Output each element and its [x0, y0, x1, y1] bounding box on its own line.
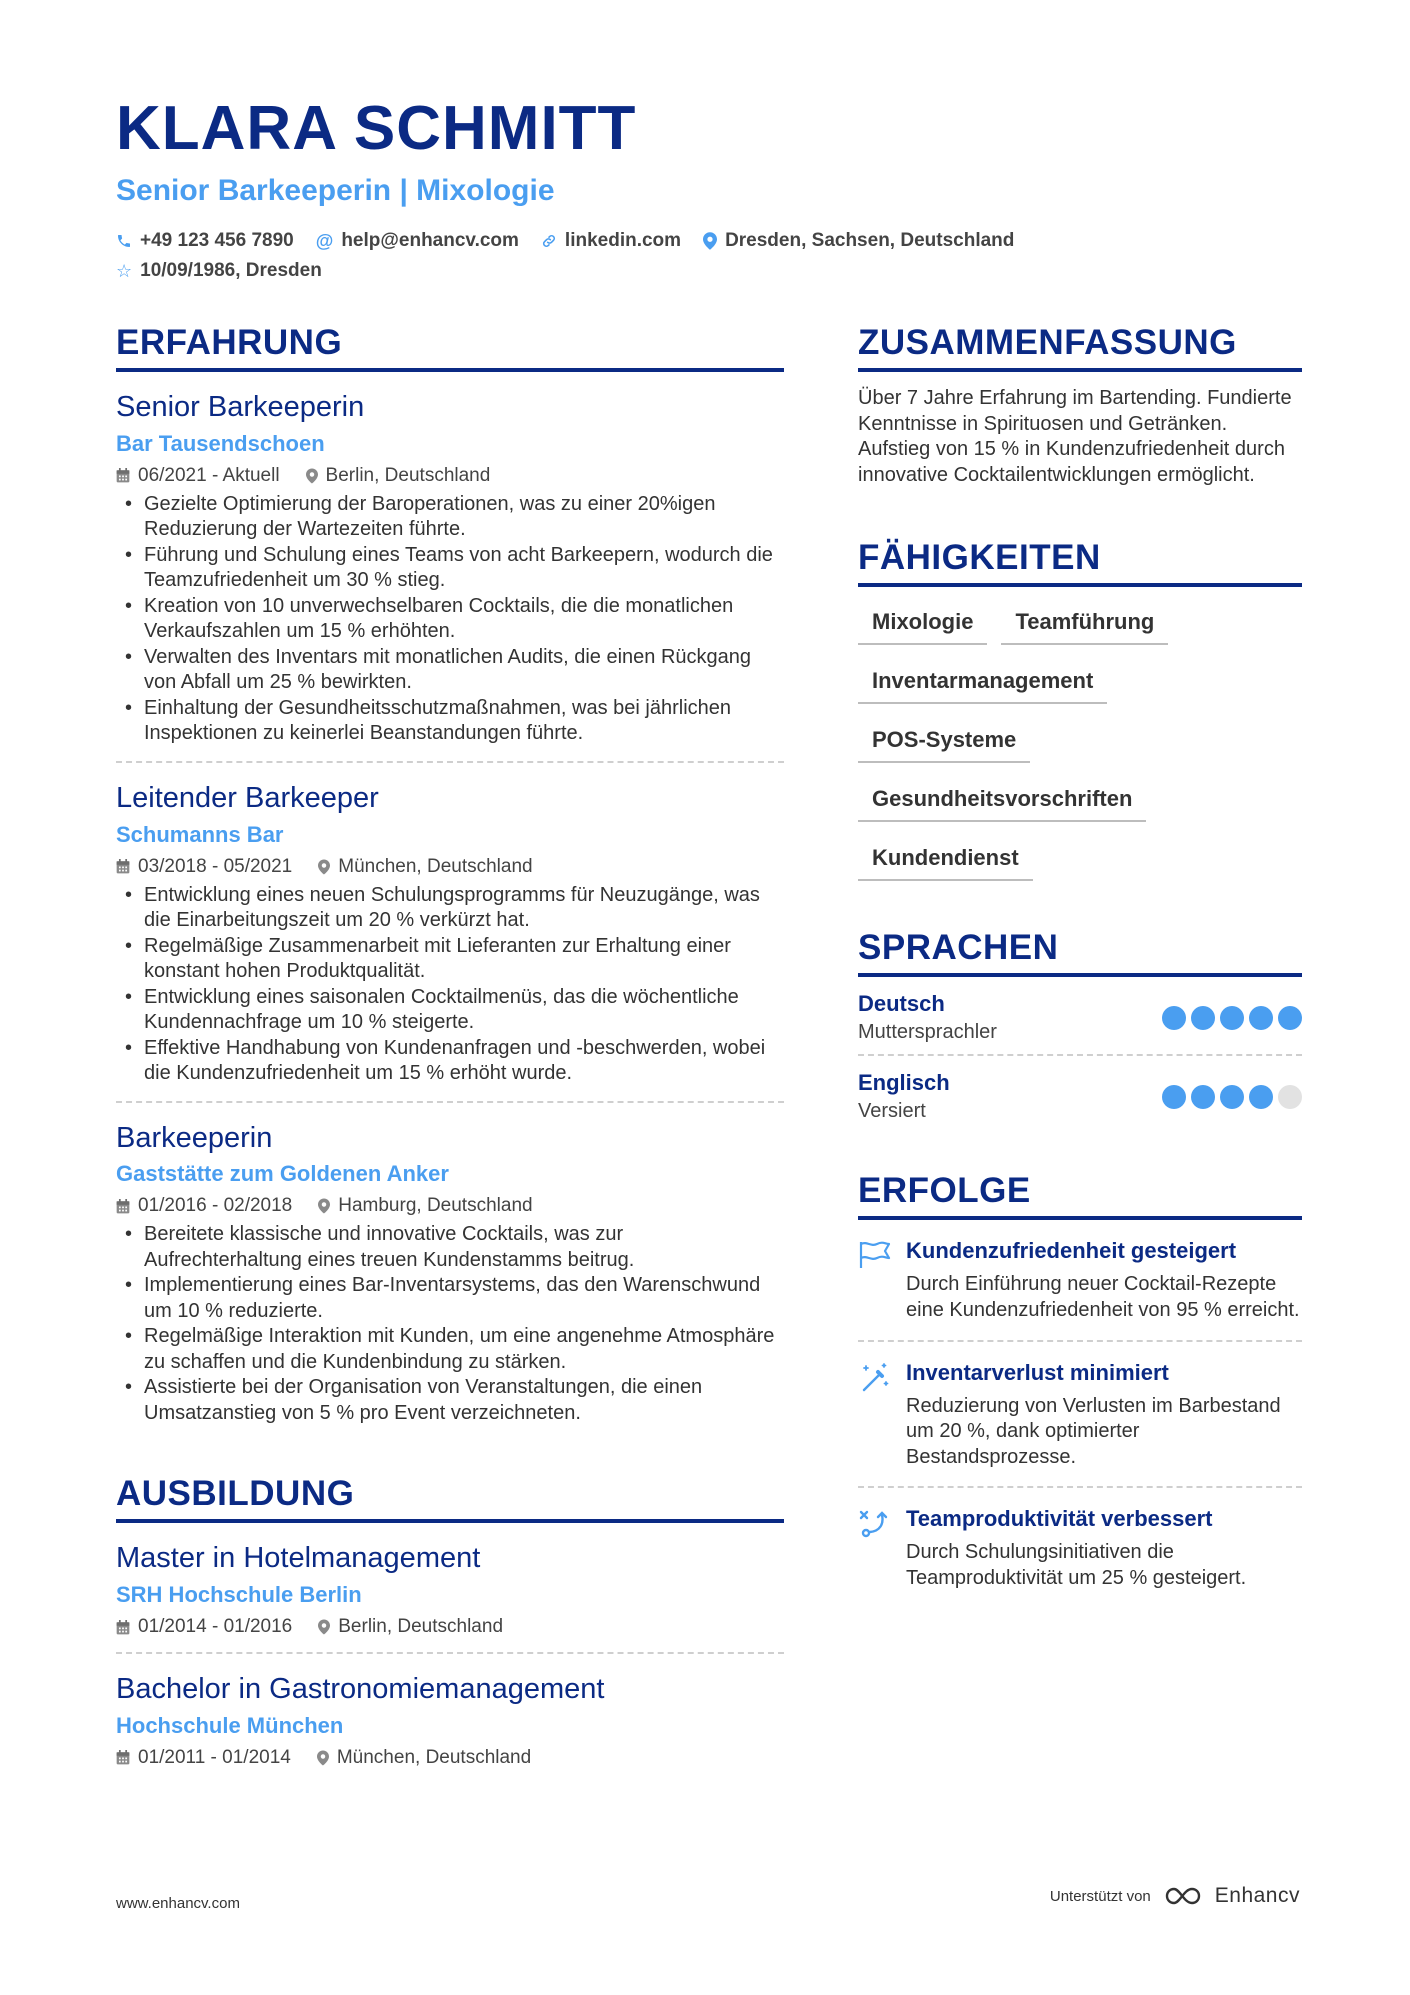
calendar-icon: [116, 859, 130, 874]
location-text: München, Deutschland: [338, 855, 533, 877]
bullet-item: • Kreation von 10 unverwechselbaren Cocktails, die die monatlichen Verkaufszahlen um 15 % erhöhten.: [116, 594, 784, 645]
contact-row-2: [116, 260, 344, 282]
rating-dot: [1278, 1006, 1302, 1030]
rating-dot: [1220, 1006, 1244, 1030]
job-title: Leitender Barkeeper: [116, 781, 379, 814]
job-company: Schumanns Bar: [116, 821, 284, 847]
phone-icon: [116, 233, 132, 249]
language-rating: [1157, 1006, 1302, 1030]
rating-dot: [1162, 1085, 1186, 1109]
entry-meta: [116, 1616, 784, 1638]
rating-dot: [1249, 1006, 1273, 1030]
contact-location: [703, 230, 1014, 252]
rating-dot: [1162, 1006, 1186, 1030]
bullet-item: • Implementierung eines Bar-Inventarsystems, das den Warenschwund um 10 % reduzierte.: [116, 1273, 784, 1324]
bullet-item: • Effektive Handhabung von Kundenanfragen und -beschwerden, wobei die Kundenzufriedenheit um 15 % erhöht wurde.: [116, 1036, 784, 1087]
flag-icon: [858, 1238, 906, 1323]
achievement-title: Inventarverlust minimiert: [906, 1359, 1169, 1385]
experience-title: ERFAHRUNG: [116, 325, 784, 372]
entry-dates: [116, 1616, 292, 1638]
language-info: [858, 1070, 950, 1123]
skill-tag: Gesundheitsvorschriften: [858, 774, 1146, 822]
dates-text: 01/2014 - 01/2016: [138, 1616, 293, 1638]
location-text: Hamburg, Deutschland: [338, 1195, 533, 1217]
language-level: Muttersprachler: [858, 1021, 997, 1044]
language-level: Versiert: [858, 1100, 926, 1123]
location-text: München, Deutschland: [336, 1746, 532, 1768]
language-row: [858, 977, 1302, 1056]
bullet-item: • Regelmäßige Zusammenarbeit mit Lieferanten zur Erhaltung einer konstant hohen Produktqualität.: [116, 934, 784, 985]
entry-dates: [116, 465, 280, 487]
link-icon: [541, 233, 557, 249]
bullet-item: • Entwicklung eines neuen Schulungsprogramms für Neuzugänge, was die Einarbeitungszeit um 20 % verkürzt hat.: [116, 883, 784, 934]
footer-powered: [1050, 1884, 1300, 1908]
enhancv-logo-icon: [1163, 1885, 1207, 1907]
bullet-item: • Gezielte Optimierung der Baroperationen, was zu einer 20%igen Reduzierung der Wartezeiten führte.: [116, 492, 784, 543]
dates-text: 06/2021 - Aktuell: [138, 464, 280, 486]
contact-linkedin[interactable]: [541, 230, 681, 252]
achievement-body: [906, 1360, 1302, 1471]
contact-email[interactable]: [316, 230, 519, 252]
bullet-item: • Einhaltung der Gesundheitsschutzmaßnahmen, was bei jährlichen Inspektionen zu keinerlei Beanstandungen führte.: [116, 696, 784, 747]
entry-dates: [116, 1747, 291, 1769]
skill-tag: Teamführung: [1001, 597, 1168, 645]
entry-meta: [116, 1747, 784, 1769]
map-pin-icon: [317, 1750, 329, 1766]
job-bullets: [116, 883, 784, 1087]
summary-title: ZUSAMMENFASSUNG: [858, 325, 1302, 372]
achievement-desc: Reduzierung von Verlusten im Barbestand um 20 %, dank optimierter Bestandsprozesse.: [906, 1394, 1281, 1468]
summary-text: Über 7 Jahre Erfahrung im Bartending. Fundierte Kenntnisse in Spirituosen und Getränken. Aufstieg von 15 % in Kundenzufriedenheit durch innovative Cocktailentwicklungen ermöglicht.: [858, 387, 1292, 486]
entry-location: [317, 1747, 531, 1769]
achievement-title: Kundenzufriedenheit gesteigert: [906, 1238, 1237, 1264]
dates-text: 03/2018 - 05/2021: [138, 855, 293, 877]
languages-list: [858, 977, 1302, 1133]
language-name: Englisch: [858, 1070, 950, 1096]
achievement-title: Teamproduktivität verbessert: [906, 1506, 1213, 1532]
map-pin-icon: [318, 1198, 330, 1214]
bullet-item: • Führung und Schulung eines Teams von acht Barkeepern, wodurch die Teamzufriedenheit um 30 % stieg.: [116, 543, 784, 594]
job-title: Senior Barkeeperin: [116, 391, 365, 423]
footer-website[interactable]: www.enhancv.com: [116, 1895, 240, 1912]
language-rating: [1157, 1085, 1302, 1109]
skills-list: [858, 597, 1302, 892]
achievement-item: [858, 1220, 1302, 1341]
education-entry: [116, 1523, 784, 1654]
entry-meta: [116, 465, 784, 487]
entry-meta: [116, 1195, 784, 1217]
skill-tag: Kundendienst: [858, 833, 1033, 881]
contact-birth: [116, 260, 322, 282]
rating-dot: [1220, 1085, 1244, 1109]
job-bullets: [116, 1222, 784, 1426]
entry-location: [318, 856, 532, 878]
school-name: SRH Hochschule Berlin: [116, 1582, 362, 1608]
job-entry: [116, 763, 784, 1103]
enhancv-logo[interactable]: [1163, 1884, 1300, 1908]
skill-tag: Inventarmanagement: [858, 656, 1107, 704]
star-icon: ☆: [116, 260, 133, 281]
languages-title: SPRACHEN: [858, 930, 1302, 977]
right-column: [858, 325, 1302, 1608]
rating-dot: [1191, 1006, 1215, 1030]
email-text: help@enhancv.com: [341, 230, 519, 251]
bullet-item: • Bereitete klassische und innovative Cocktails, was zur Aufrechterhaltung eines treuen Kundenstamms beitrug.: [116, 1222, 784, 1273]
entry-dates: [116, 1195, 292, 1217]
bullet-item: • Assistierte bei der Organisation von Veranstaltungen, die einen Umsatzanstieg von 5 % pro Event verzeichneten.: [116, 1375, 784, 1426]
job-entry: [116, 1103, 784, 1441]
job-company: Gaststätte zum Goldenen Anker: [116, 1161, 449, 1187]
enhancv-brand-text: Enhancv: [1214, 1884, 1300, 1907]
job-title: Barkeeperin: [116, 1121, 273, 1154]
entry-location: [318, 1616, 503, 1638]
achievement-desc: Durch Schulungsinitiativen die Teamproduktivität um 25 % gesteigert.: [906, 1541, 1247, 1589]
location-text: Berlin, Deutschland: [338, 1616, 504, 1638]
achievement-desc: Durch Einführung neuer Cocktail-Rezepte eine Kundenzufriedenheit von 95 % erreicht.: [906, 1273, 1300, 1321]
dates-text: 01/2016 - 02/2018: [138, 1195, 293, 1217]
map-pin-icon: [318, 859, 330, 875]
job-entry: [116, 372, 784, 763]
degree-title: Master in Hotelmanagement: [116, 1542, 481, 1575]
contact-row: [116, 230, 1036, 252]
achievement-item: [858, 1342, 1302, 1489]
dates-text: 01/2011 - 01/2014: [138, 1746, 291, 1768]
achievements-list: [858, 1220, 1302, 1607]
at-icon: @: [315, 230, 334, 251]
language-row: [858, 1056, 1302, 1133]
calendar-icon: [116, 468, 130, 483]
rating-dot: [1191, 1085, 1215, 1109]
location-text: Dresden, Sachsen, Deutschland: [725, 230, 1015, 251]
candidate-subtitle: Senior Barkeeperin | Mixologie: [116, 174, 555, 207]
contact-phone[interactable]: [116, 230, 294, 252]
achievement-item: [858, 1488, 1302, 1607]
map-pin-icon: [306, 468, 318, 484]
experience-list: [116, 372, 784, 1440]
achievement-body: [906, 1238, 1302, 1323]
job-company: Bar Tausendschoen: [116, 430, 325, 456]
rating-dot: [1278, 1085, 1302, 1109]
strategy-icon: [858, 1506, 906, 1591]
entry-meta: [116, 856, 784, 878]
job-bullets: [116, 492, 784, 747]
education-title: AUSBILDUNG: [116, 1476, 784, 1523]
bullet-item: • Regelmäßige Interaktion mit Kunden, um eine angenehme Atmosphäre zu schaffen und die Kundenbindung zu stärken.: [116, 1324, 784, 1375]
birth-text: 10/09/1986, Dresden: [140, 260, 322, 281]
map-pin-icon: [318, 1619, 330, 1635]
entry-location: [318, 1195, 532, 1217]
location-text: Berlin, Deutschland: [325, 464, 491, 486]
powered-by-text: Unterstützt von: [1049, 1887, 1151, 1905]
degree-title: Bachelor in Gastronomiemanagement: [116, 1673, 605, 1706]
bullet-item: • Verwalten des Inventars mit monatlichen Audits, die einen Rückgang von Abfall um 25 % bewirkten.: [116, 645, 784, 696]
linkedin-text: linkedin.com: [564, 230, 682, 251]
education-entry: [116, 1654, 784, 1783]
education-list: [116, 1523, 784, 1783]
school-name: Hochschule München: [116, 1712, 344, 1738]
calendar-icon: [116, 1199, 130, 1214]
rating-dot: [1249, 1085, 1273, 1109]
phone-text: +49 123 456 7890: [140, 230, 294, 251]
skill-tag: POS-Systeme: [858, 715, 1030, 763]
language-info: [858, 991, 997, 1044]
entry-location: [306, 465, 491, 487]
left-column: [116, 325, 784, 1783]
achievement-body: [906, 1506, 1302, 1591]
skills-title: FÄHIGKEITEN: [858, 540, 1302, 587]
skill-tag: Mixologie: [858, 597, 987, 645]
entry-dates: [116, 856, 292, 878]
calendar-icon: [116, 1750, 130, 1765]
candidate-name: KLARA SCHMITT: [116, 94, 637, 163]
calendar-icon: [116, 1620, 130, 1635]
magic-wand-icon: [858, 1360, 906, 1471]
bullet-item: • Entwicklung eines saisonalen Cocktailmenüs, das die wöchentliche Kundennachfrage um 10 % steigerte.: [116, 985, 784, 1036]
achievements-title: ERFOLGE: [858, 1173, 1302, 1220]
language-name: Deutsch: [858, 991, 945, 1017]
map-pin-icon: [703, 232, 717, 250]
